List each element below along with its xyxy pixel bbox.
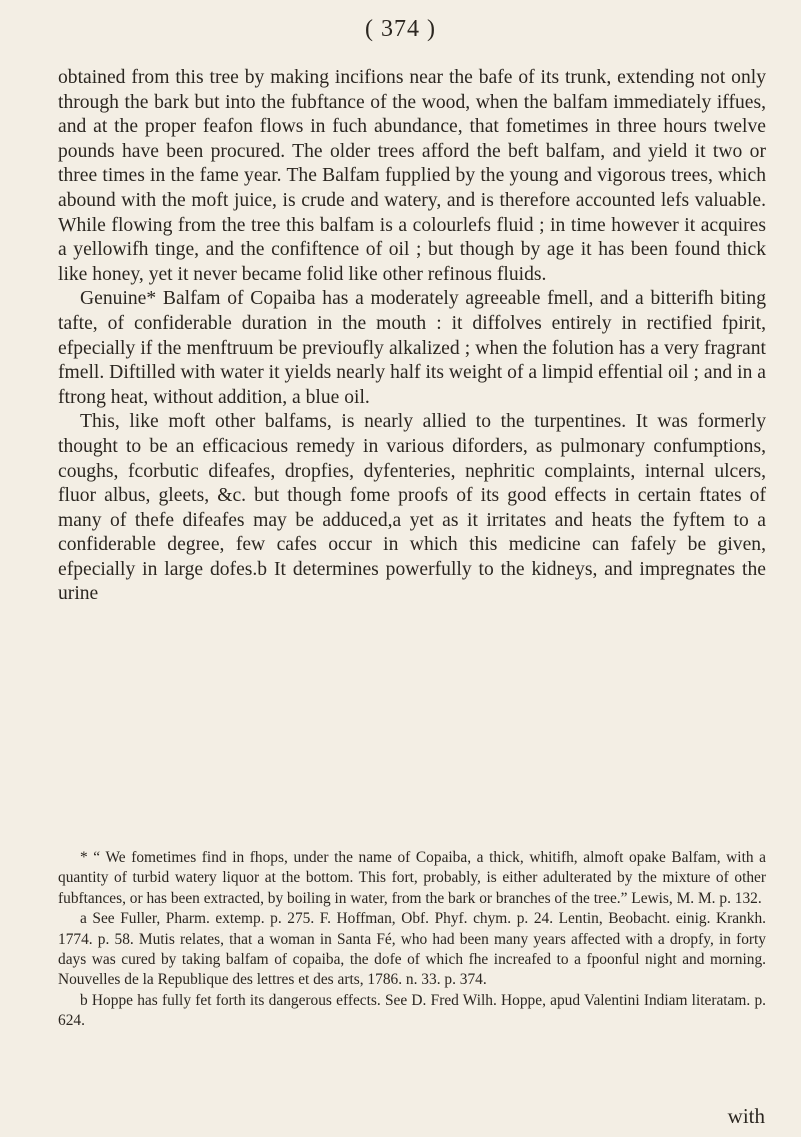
paragraph-2: Genuine* Balfam of Copaiba has a moderately agreeable fmell, and a bitterifh biting tafte, of confiderable duration in the mouth : it diffolves entirely in rectified fpirit, efpecially if the menftruum be previoufly alkalized ; when the folution has a very fragrant fmell. Diftilled with water it yields nearly half its weight of a limpid effential oil ; and in a ftrong heat, without addition, a blue oil. (58, 288, 766, 408)
main-text (58, 66, 766, 607)
catchword: with (727, 1104, 765, 1128)
paragraph-1: obtained from this tree by making incifions near the bafe of its trunk, extending not only through the bark but into the fubftance of the wood, when the balfam immediately iffues, and at the proper feafon flows in fuch abundance, that fometimes in three hours twelve pounds have been procured. The older trees afford the beft balfam, and yield it two or three times in the fame year. The Balfam fupplied by the young and vigorous trees, which abound with the moft juice, is crude and watery, and is therefore accounted lefs valuable. While flowing from the tree this balfam is a colourlefs fluid ; in time however it acquires a yellowifh tinge, and the confiftence of oil ; but though by age it has been found thick like honey, yet it never became folid like other refinous fluids. (58, 67, 766, 285)
footnote-a: a See Fuller, Pharm. extemp. p. 275. F. Hoffman, Obf. Phyf. chym. p. 24. Lentin, Beobacht. einig. Krankh. 1774. p. 58. Mutis relates, that a woman in Santa Fé, who had been many years affected with a dropfy, in forty days was cured by taking balfam of copaiba, the dofe of which fhe increafed to a fpoonful night and morning. Nouvelles de la Republique des lettres et des arts, 1786. n. 33. p. 374. (58, 910, 766, 989)
footnote-b: b Hoppe has fully fet forth its dangerous effects. See D. Fred Wilh. Hoppe, apud Valentini Indiam literatam. p. 624. (58, 991, 766, 1030)
page-number-header: ( 374 ) (365, 16, 436, 42)
paragraph-3: This, like moft other balfams, is nearly allied to the turpentines. It was formerly thought to be an efficacious remedy in various diforders, as pulmonary confumptions, coughs, fcorbutic difeafes, dropfies, dyfenteries, nephritic complaints, internal ulcers, fluor albus, gleets, &c. but though fome proofs of its good effects in certain ftates of many of thefe difeafes may be adduced,a yet as it irritates and heats the fyftem to a confiderable degree, few cafes occur in which this medicine can fafely be given, efpecially in large dofes.b It determines powerfully to the kidneys, and impregnates the urine (58, 411, 766, 605)
footnotes (58, 848, 766, 1032)
footnote-star: * “ We fometimes find in fhops, under the name of Copaiba, a thick, whitifh, almoft opake Balfam, with a quantity of turbid watery liquor at the bottom. This fort, probably, is either adulterated by the mixture of other fubftances, or has been extracted, by boiling in water, from the bark or branches of the tree.” Lewis, M. M. p. 132. (58, 849, 766, 907)
